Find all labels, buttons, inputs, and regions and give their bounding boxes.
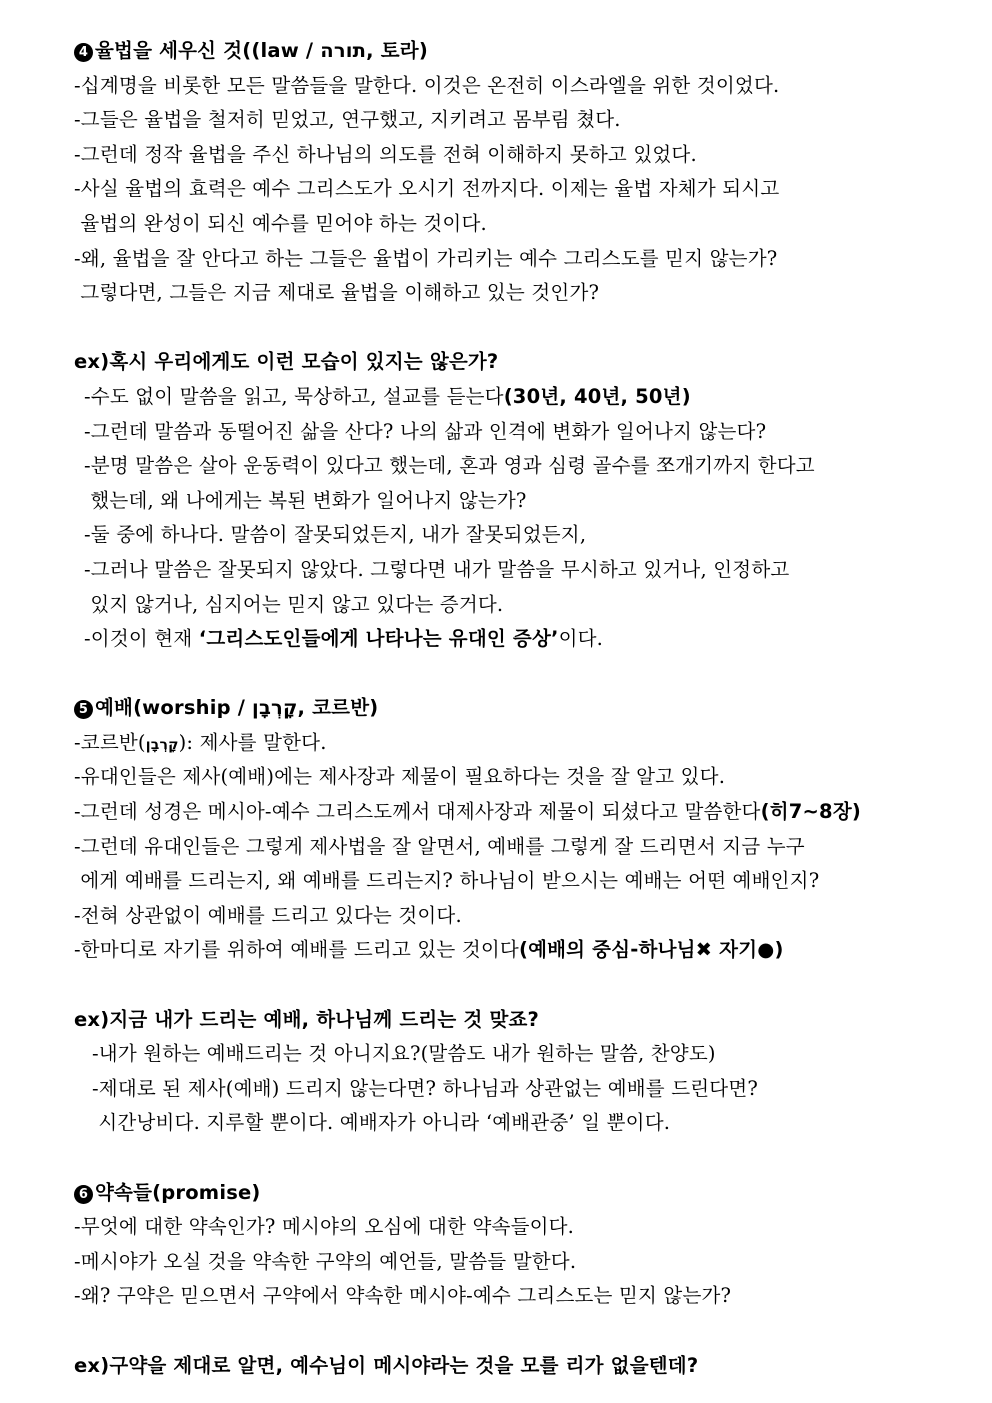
paragraph-line: -왜, 율법을 잘 안다고 하는 그들은 율법이 가리키는 예수 그리스도를 믿지 않는가? bbox=[74, 246, 778, 270]
paragraph-line: 시간낭비다. 지루할 뿐이다. 예배자가 아니라 ‘예배관중’ 일 뿐이다. bbox=[92, 1111, 671, 1135]
paragraph-line: -그들은 율법을 철저히 믿었고, 연구했고, 지키려고 몸부림 쳤다. bbox=[74, 108, 621, 132]
paragraph-line: -분명 말씀은 살아 운동력이 있다고 했는데, 혼과 영과 심령 골수를 쪼개기까지 한다고 bbox=[84, 454, 815, 478]
paragraph-line: -왜? 구약은 믿으면서 구약에서 약속한 메시야-예수 그리스도는 믿지 않는가? bbox=[74, 1284, 732, 1308]
spacer bbox=[74, 1141, 924, 1176]
document-page bbox=[74, 34, 924, 1383]
section-4-heading: 4 율법을 세우신 것((law / תורה, 토라) bbox=[74, 34, 924, 69]
spacer bbox=[74, 657, 924, 692]
paragraph-line: 그렇다면, 그들은 지금 제대로 율법을 이해하고 있는 것인가? bbox=[74, 281, 600, 305]
paragraph-line: 에게 예배를 드리는지, 왜 예배를 드리는지? 하나님이 받으시는 예배는 어떤 예배인지? bbox=[74, 869, 820, 893]
example-2-heading: ex)지금 내가 드리는 예배, 하나님께 드리는 것 맞죠? bbox=[74, 1007, 540, 1031]
paragraph-line: -둘 중에 하나다. 말씀이 잘못되었든지, 내가 잘못되었든지, bbox=[84, 523, 587, 547]
paragraph-line: 율법의 완성이 되신 예수를 믿어야 하는 것이다. bbox=[74, 211, 487, 235]
paragraph-line: -무엇에 대한 약속인가? 메시야의 오심에 대한 약속들이다. bbox=[74, 1215, 575, 1239]
paragraph-line: -그런데 유대인들은 그렇게 제사법을 잘 알면서, 예배를 그렇게 잘 드리면서 지금 누구 bbox=[74, 834, 805, 858]
section-number-badge: 6 bbox=[74, 1185, 93, 1204]
spacer bbox=[74, 311, 924, 346]
section-5-heading: 5 예배(worship / קָרְבָן, 코르반) bbox=[74, 691, 924, 726]
example-3-heading: ex)구약을 제대로 알면, 예수님이 메시야라는 것을 모를 리가 없을텐데? bbox=[74, 1353, 699, 1377]
example-1-heading: ex)혹시 우리에게도 이런 모습이 있지는 않은가? bbox=[74, 350, 499, 374]
paragraph-line: -그런데 정작 율법을 주신 하나님의 의도를 전혀 이해하지 못하고 있었다. bbox=[74, 142, 697, 166]
paragraph-line: -사실 율법의 효력은 예수 그리스도가 오시기 전까지다. 이제는 율법 자체가 되시고 bbox=[74, 177, 780, 201]
paragraph-line: -제대로 된 제사(예배) 드리지 않는다면? 하나님과 상관없는 예배를 드린다면? bbox=[92, 1076, 759, 1100]
paragraph-line: -내가 원하는 예배드리는 것 아니지요?(말씀도 내가 원하는 말씀, 찬양도) bbox=[92, 1042, 716, 1066]
section-6-heading: 6 약속들(promise) bbox=[74, 1176, 924, 1211]
paragraph-line: -코르반(קָרְבָן): 제사를 말한다. bbox=[74, 730, 327, 754]
paragraph-line: -메시야가 오실 것을 약속한 구약의 예언들, 말씀들 말한다. bbox=[74, 1249, 577, 1273]
paragraph-line: -십계명을 비롯한 모든 말씀들을 말한다. 이것은 온전히 이스라엘을 위한 것이었다. bbox=[74, 73, 780, 97]
paragraph-line: -그런데 성경은 메시아-예수 그리스도께서 대제사장과 제물이 되셨다고 말씀한다(히7~8장) bbox=[74, 800, 861, 824]
spacer bbox=[74, 968, 924, 1003]
paragraph-line: -유대인들은 제사(예배)에는 제사장과 제물이 필요하다는 것을 잘 알고 있다. bbox=[74, 765, 726, 789]
paragraph-line: -한마디로 자기를 위하여 예배를 드리고 있는 것이다(예배의 중심-하나님✖ 자기●) bbox=[74, 938, 784, 962]
section-number-badge: 5 bbox=[74, 700, 93, 719]
paragraph-line: 했는데, 왜 나에게는 복된 변화가 일어나지 않는가? bbox=[84, 488, 527, 512]
paragraph-line: -이것이 현재 ‘그리스도인들에게 나타나는 유대인 증상’이다. bbox=[84, 627, 604, 651]
section-number-badge: 4 bbox=[74, 43, 93, 62]
spacer bbox=[74, 1314, 924, 1349]
paragraph-line: -전혀 상관없이 예배를 드리고 있다는 것이다. bbox=[74, 903, 462, 927]
paragraph-line: -그런데 말씀과 동떨어진 삶을 산다? 나의 삶과 인격에 변화가 일어나지 않는다? bbox=[84, 419, 767, 443]
paragraph-line: -그러나 말씀은 잘못되지 않았다. 그렇다면 내가 말씀을 무시하고 있거나, 인정하고 bbox=[84, 557, 790, 581]
paragraph-line: -수도 없이 말씀을 읽고, 묵상하고, 설교를 듣는다(30년, 40년, 50년) bbox=[84, 384, 691, 408]
paragraph-line: 있지 않거나, 심지어는 믿지 않고 있다는 증거다. bbox=[84, 592, 504, 616]
